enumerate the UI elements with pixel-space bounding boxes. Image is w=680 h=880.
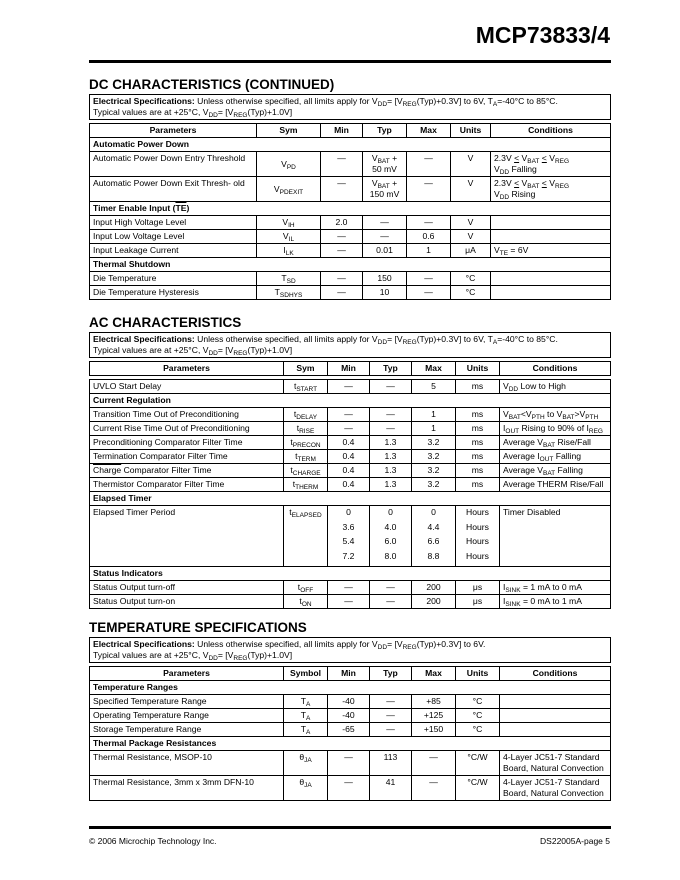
table-row: Die Temperature $T_{SD}$ — 150 — °C (90, 272, 611, 286)
table-row: Thermal Resistance, 3mm x 3mm DFN-10 $\theta_{JA}$ — 41 — °C/W 4-Layer JC51-7 Standard Board, Natural Convection (90, 776, 611, 801)
table-header-row: Parameters Sym Min Typ Max Units Conditions (90, 362, 611, 376)
group-heading: Thermal Package Resistances (90, 737, 611, 751)
table-row: Elapsed Timer Period $t_{ELAPSED}$ 0 3.6 5.4 7.2 0 4.0 6.0 8.0 0 4.4 6.6 8.8 Hours Hours Hours Hours Timer Disabled (90, 506, 611, 567)
doc-title: MCP73833/4 (475, 22, 610, 48)
footer-page-number: DS22005A-page 5 (540, 836, 610, 846)
electrical-spec-note: Electrical Specifications: Unless otherwise specified, all limits apply for $V_{DD}= [V_{REG}(Typ)+0.3V]$ to 6V, $T_A=-40^\circ C$ to 85°C. Typical values are at +25°C, $V_{DD}= [V_{REG}(Typ)+1.0V]$ (90, 95, 611, 120)
table-row: Automatic Power Down Entry Threshold $V_{PD}$ — $V_{BAT}$ + 50 mV — V $2.3V < V_{BAT} < V_{REG}$ $V_{DD}$ Falling (90, 152, 611, 177)
table-row: Specified Temperature Range $T_A$ -40 — +85 °C (90, 695, 611, 709)
table-row: Storage Temperature Range $T_A$ -65 — +150 °C (90, 723, 611, 737)
table-row: Input High Voltage Level $V_{IH}$ 2.0 — — V (90, 216, 611, 230)
table-row: Current Rise Time Out of Preconditioning $t_{RISE}$ — — 1 ms $I_{OUT}$ Rising to 90% of $I_{REG}$ (90, 422, 611, 436)
table-row: Status Output turn-off $t_{OFF}$ — — 200 μs $I_{SINK} = 1$ mA to 0 mA (90, 581, 611, 595)
footer-copyright: © 2006 Microchip Technology Inc. (89, 836, 217, 846)
temp-section-title: TEMPERATURE SPECIFICATIONS (89, 620, 307, 635)
table-row: Operating Temperature Range $T_A$ -40 — +125 °C (90, 709, 611, 723)
table-row: Termination Comparator Filter Time $t_{TERM}$ 0.4 1.3 3.2 ms Average $I_{OUT}$ Falling (90, 450, 611, 464)
table-row: Status Output turn-on $t_{ON}$ — — 200 μs $I_{SINK} = 0$ mA to 1 mA (90, 595, 611, 609)
table-row: Charge Comparator Filter Time $t_{CHARGE}$ 0.4 1.3 3.2 ms Average $V_{BAT}$ Falling (90, 464, 611, 478)
table-row: Thermistor Comparator Filter Time $t_{THERM}$ 0.4 1.3 3.2 ms Average THERM Rise/Fall (90, 478, 611, 492)
table-header-row: Parameters Sym Min Typ Max Units Conditions (90, 124, 611, 138)
table-row: Thermal Resistance, MSOP-10 $\theta_{JA}$ — 113 — °C/W 4-Layer JC51-7 Standard Board, Natural Convection (90, 751, 611, 776)
group-heading: Elapsed Timer (90, 492, 611, 506)
table-row: Preconditioning Comparator Filter Time $t_{PRECON}$ 0.4 1.3 3.2 ms Average $V_{BAT}$ Rise/Fall (90, 436, 611, 450)
table-header-row: Parameters Symbol Min Typ Max Units Conditions (90, 667, 611, 681)
group-heading: Temperature Ranges (90, 681, 611, 695)
group-heading: Automatic Power Down (90, 138, 611, 152)
electrical-spec-note: Electrical Specifications: Unless otherwise specified, all limits apply for $V_{DD}= [V_{REG}(Typ)+0.3V]$ to 6V, $T_A=-40^\circ C$ to 85°C. Typical values are at +25°C, $V_{DD}= [V_{REG}(Typ)+1.0V]$ (90, 333, 611, 358)
table-row: Input Leakage Current $I_{LK}$ — 0.01 1 μA $V_{TE} = 6V$ (90, 244, 611, 258)
dc-characteristics-table (89, 94, 611, 300)
dc-section-title: DC CHARACTERISTICS (CONTINUED) (89, 77, 335, 92)
temperature-spec-table (89, 637, 611, 801)
header-rule (89, 60, 611, 63)
table-row: UVLO Start Delay $t_{START}$ — — 5 ms $V_{DD}$ Low to High (90, 380, 611, 394)
footer-rule (89, 826, 611, 829)
table-row: Automatic Power Down Exit Thresh- old $V_{PDEXIT}$ — $V_{BAT}$ + 150 mV — V $2.3V < V_{BAT} < V_{REG}$ $V_{DD}$ Rising (90, 177, 611, 202)
table-row: Transition Time Out of Preconditioning $t_{DELAY}$ — — 1 ms $V_{BAT}<V_{PTH}$ to $V_{BAT}>V_{PTH}$ (90, 408, 611, 422)
ac-section-title: AC CHARACTERISTICS (89, 315, 242, 330)
group-heading: Status Indicators (90, 567, 611, 581)
group-heading: Timer Enable Input $(\overline{TE})$ (90, 202, 611, 216)
table-row: Die Temperature Hysteresis $T_{SDHYS}$ — 10 — °C (90, 286, 611, 300)
group-heading: Thermal Shutdown (90, 258, 611, 272)
electrical-spec-note: Electrical Specifications: Unless otherwise specified, all limits apply for $V_{DD}= [V_{REG}(Typ)+0.3V]$ to 6V. Typical values are at +25°C, $V_{DD}= [V_{REG}(Typ)+1.0V]$ (90, 638, 611, 663)
table-row: Input Low Voltage Level $V_{IL}$ — — 0.6 V (90, 230, 611, 244)
group-heading: Current Regulation (90, 394, 611, 408)
ac-characteristics-table (89, 332, 611, 609)
